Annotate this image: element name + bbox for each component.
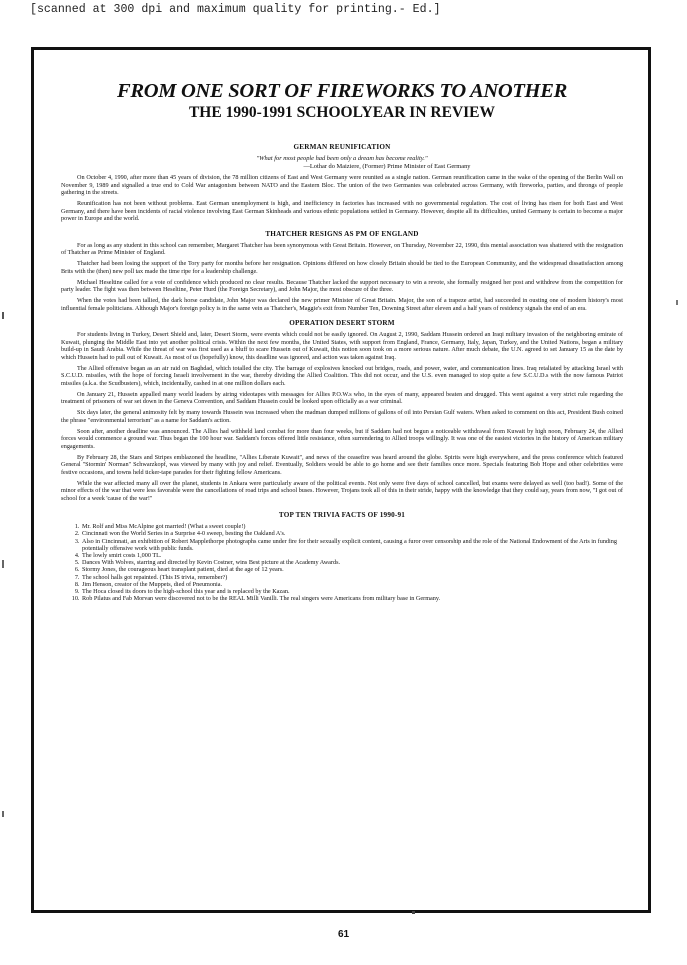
paragraph: For students living in Turkey, Desert Shield and, later, Desert Storm, were events which could not be easily ignored. On August 2, 1990, Saddam Hussein ordered an Iraqi military invasion of the neighboring emirate of Kuwait, plunging the Middle East into yet another political crisis. Within the next few months, the United States, with support from England, France, Germany, Italy, Japan, Turkey, and the United Nations, began a military build-up in Saudi Arabia. While the threat of war was first used as a bluff to scare Hussein out of Kuwait, this notion soon took on a more serious nature. After much debate, the U.N. agreed to set January 15 as the date by which Hussein had to pull out of Kuwait. As most of us (hopefully) know, this deadline was ignored, and action was taken against Iraq. bbox=[61, 331, 623, 361]
paragraph: Soon after, another deadline was announced. The Allies had withheld land combat for more than four weeks, but if Saddam had not begun a noticeable withdrawal from Kuwait by high noon, February 24, the Allied forces would commence a ground war. Thus began the 100 hour war. Saddam's forces offered little resistance, often surrendering to Allied troops willingly. It was one of the easiest victories in the history of American military engagements. bbox=[61, 427, 623, 450]
paragraph: Six days later, the general animosity felt by many towards Hussein was increased when the madman dumped millions of gallons of oil into Persian Gulf waters. When asked to comment on this act, President Bush coined the phrase "environmental terrorism" as a name for Saddam's action. bbox=[61, 409, 623, 424]
scan-mark bbox=[676, 300, 678, 305]
list-item: 9. The Hoca closed its doors to the high-school this year and is replaced by the Kazan. bbox=[81, 588, 623, 595]
list-item: 2. Cincinnati won the World Series in a Surprise 4-0 sweep, besting the Oakland A's. bbox=[81, 530, 623, 537]
scan-mark bbox=[412, 911, 415, 914]
list-item: 7. The school halls got repainted. (This IS trivia, remember?) bbox=[81, 574, 623, 581]
paragraph: When the votes had been tallied, the dark horse candidate, John Major was declared the new primer Minister of Great Britain. Major, the son of a trapeze artist, had succeeded in ousting one of modern history's most influential female politicians. Although Major's foreign policy is in the same vein as Thatcher's, Maggie's exit from Number Ten, Downing Street after eleven and a half years of residency signals the end of an era. bbox=[61, 297, 623, 312]
paragraph: On January 21, Hussein appalled many world leaders by airing videotapes with messages for Allies P.O.W.s who, in the eyes of many, appeared beaten and drugged. This went against a very strict rule regarding the treatment of prisoners of war set down in the Geneva Convention, and Saddam Hussein could be looked upon officially as a war criminal. bbox=[61, 390, 623, 406]
paragraph: By February 28, the Stars and Stripes emblazoned the headline, "Allies Liberate Kuwait", and news of the ceasefire was heard around the globe. Spirits were high everywhere, and the press conference which featured General "Stormin' Norman" Schwarzkopf, was viewed by many with joy and relief. Eventually, Soldiers would be able to go home and see their families once more. Specials featuring Bob Hope and other celebrities were festive occasions, and towns held ticker-tape parades for their fighting fellow Americans. bbox=[61, 453, 623, 476]
paragraph: Thatcher had been losing the support of the Tory party for months before her resignation. Opinions differed on how closely Britain should be tied to the European Community, and the widespread dissatisfaction among Brits with the (then) new poll tax made the time ripe for a leadership challenge. bbox=[61, 260, 623, 275]
article-subtitle: THE 1990-1991 SCHOOLYEAR IN REVIEW bbox=[188, 104, 496, 121]
scan-note: [scanned at 300 dpi and maximum quality for printing.- Ed.] bbox=[30, 3, 441, 16]
list-item: 10. Rob Pilatus and Fab Morvan were discovered not to be the REAL Milli Vanilli. The real singers were Americans from military base in Germany. bbox=[81, 595, 623, 602]
paragraph: Reunification has not been without problems. East German unemployment is high, and inefficiency in factories has increased with no governmental regulation. The cost of living has risen for both East and West Germany, and there have been incidents of racial violence involving East German Skinheads and various ethnic populations settled in Germany. However, despite all its difficulties, united Germany is certain to become a major power in Europe and the world. bbox=[61, 200, 623, 223]
scan-mark bbox=[2, 811, 4, 817]
list-item: 4. The lowly smirt costs 1,000 TL. bbox=[81, 552, 623, 559]
list-item: 8. Jim Henson, creator of the Muppets, died of Pneumonia. bbox=[81, 581, 623, 588]
scan-mark bbox=[2, 312, 4, 319]
article-title: FROM ONE SORT OF FIREWORKS TO ANOTHER bbox=[117, 80, 567, 102]
list-item: 6. Stormy Jones, the courageous heart transplant patient, died at the age of 12 years. bbox=[81, 566, 623, 573]
section-heading: TOP TEN TRIVIA FACTS OF 1990-91 bbox=[278, 511, 406, 520]
epigraph-attribution: —Lothar do Maiziere, (Former) Prime Minister of East Germany bbox=[303, 162, 471, 170]
paragraph: For as long as any student in this school can remember, Margaret Thatcher has been synonymous with Great Britain. However, on Thursday, November 22, 1990, this mental association was shattered with the resignation of Thatcher as Prime Minister of England. bbox=[61, 241, 623, 257]
epigraph-quote: "What for most people had been only a dream has become reality." bbox=[256, 155, 428, 162]
section-heading: THATCHER RESIGNS AS PM OF ENGLAND bbox=[265, 229, 419, 238]
page-number: 61 bbox=[337, 929, 350, 940]
scan-mark bbox=[2, 560, 4, 568]
paragraph: While the war affected many all over the planet, students in Ankara were particularly aware of the political events. Not only were five days of school cancelled, but exams were delayed as well (too bad!). Some of the minor effects of the war that were less favorable were the cancellations of road trips and school buses. However, Trojans took all of this in their stride, happy with the knowledge that they could say, years from now, "I got out of school for a week 'cause of the war!" bbox=[61, 479, 623, 502]
paragraph: The Allied offensive began as an air raid on Baghdad, which totalled the city. The barrage of explosives knocked out bridges, roads, and power, water, and communication lines. Iraq retaliated by attacking Israel with S.C.U.D. missiles, with the hope of forcing Israeli involvement in the war, thereby dividing the Allied Coalition. This did not occur, and the U.S. even managed to stop quite a few S.C.U.D.s with the now famous Patriot missiles (a.k.a. the Scudbusters), which, incidentally, cashed in at one million dollars each. bbox=[61, 364, 623, 387]
paragraph: On October 4, 1990, after more than 45 years of division, the 78 million citizens of East and West Germany were reunited as a single nation. German reunification came in the wake of the opening of the Berlin Wall on November 9, 1989 and signalled a true end to Cold War antagonism between NATO and the Eastern Bloc. The union of the two Germanies was celebrated across Germany, with fireworks, parties, and throngs of people gathering in the streets. bbox=[61, 174, 623, 197]
list-item: 5. Dances With Wolves, starring and directed by Kevin Costner, wins Best picture at the Academy Awards. bbox=[81, 559, 623, 566]
paragraph: Michael Heseltine called for a vote of confidence which produced no clear results. Because Thatcher lacked the support necessary to win a revote, she formally resigned her post and withdrew from the competition for party leader. The fight was then between Heseltine, Peter Hurd (the Foreign Secretary), and John Major, the most obscure of the three. bbox=[61, 278, 623, 294]
section-heading: OPERATION DESERT STORM bbox=[289, 319, 395, 328]
list-item: 1. Mr. Rolf and Miss McAlpine got married! (What a sweet couple!) bbox=[81, 523, 623, 530]
section-heading: GERMAN REUNIFICATION bbox=[293, 143, 391, 151]
list-item: 3. Also in Cincinnati, an exhibition of Robert Mapplethorpe photographs came under fire for their sexually explicit content, causing a furor over censorship and the role of the National Endowment of the Arts in funding potentially offensive work with public funds. bbox=[81, 538, 623, 552]
